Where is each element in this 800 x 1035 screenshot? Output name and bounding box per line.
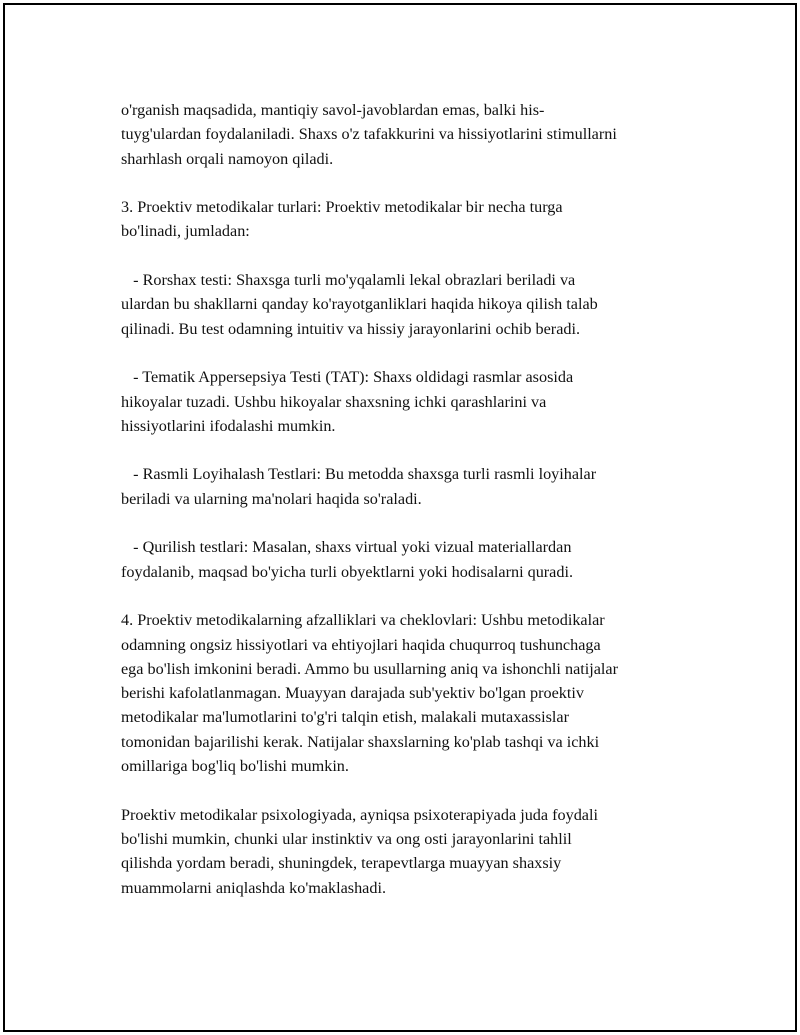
text-line: tomonidan bajarilishi kerak. Natijalar shaxslarning ko'plab tashqi va ichki — [121, 732, 600, 751]
text-line: hissiyotlarini ifodalashi mumkin. — [121, 416, 336, 435]
text-line: qilinadi. Bu test odamning intuitiv va hissiy jarayonlarini ochib beradi. — [121, 319, 581, 338]
text-line: sharhlash orqali namoyon qiladi. — [121, 149, 334, 168]
text-line: - Rasmli Loyihalash Testlari: Bu metodda shaxsga turli rasmli loyihalar — [121, 465, 597, 484]
page-frame — [3, 3, 797, 1032]
text-line: - Qurilish testlari: Masalan, shaxs virtual yoki vizual materiallardan — [121, 538, 572, 557]
text-line: o'rganish maqsadida, mantiqiy savol-javoblardan emas, balki his- — [121, 101, 545, 119]
list-item-qurilish — [121, 535, 681, 584]
text-line: ega bo'lish imkonini beradi. Ammo bu usullarning aniq va ishonchli natijalar — [121, 659, 618, 678]
list-item-tat — [121, 365, 681, 438]
text-line: metodikalar ma'lumotlarini to'g'ri talqin etish, malakali mutaxassislar — [121, 708, 569, 727]
text-line: 4. Proektiv metodikalarning afzalliklari va cheklovlari: Ushbu metodikalar — [121, 611, 605, 630]
text-line: bo'lishi mumkin, chunki ular instinktiv va ong osti jarayonlarini tahlil — [121, 829, 572, 848]
text-line: - Rorshax testi: Shaxsga turli mo'yqalamli lekal obrazlari beriladi va — [121, 271, 576, 290]
text-line: omillariga bog'liq bo'lishi mumkin. — [121, 757, 349, 776]
list-item-rorshax — [121, 268, 681, 341]
paragraph-gap — [121, 584, 681, 608]
text-line: 3. Proektiv metodikalar turlari: Proektiv metodikalar bir necha turga — [121, 198, 563, 217]
paragraph-conclusion — [121, 803, 681, 900]
text-line: beriladi va ularning ma'nolari haqida so'raladi. — [121, 489, 422, 508]
document-body — [121, 98, 681, 900]
text-line: bo'linadi, jumladan: — [121, 222, 250, 241]
paragraph-gap — [121, 511, 681, 535]
text-line: qilishda yordam beradi, shuningdek, terapevtlarga muayyan shaxsiy — [121, 854, 562, 873]
text-line: ulardan bu shakllarni qanday ko'rayotganliklari haqida hikoya qilish talab — [121, 295, 598, 314]
text-line: foydalanib, maqsad bo'yicha turli obyektlarni yoki hodisalarni quradi. — [121, 562, 574, 581]
text-line: - Tematik Appersepsiya Testi (TAT): Shaxs oldidagi rasmlar asosida — [121, 368, 574, 387]
text-line: Proektiv metodikalar psixologiyada, ayniqsa psixoterapiyada juda foydali — [121, 805, 598, 824]
paragraph-gap — [121, 171, 681, 195]
paragraph-gap — [121, 778, 681, 802]
text-line: berishi kafolatlanmagan. Muayyan darajada sub'yektiv bo'lgan proektiv — [121, 684, 584, 703]
text-line: tuyg'ulardan foydalaniladi. Shaxs o'z tafakkurini va hissiyotlarini stimullarni — [121, 125, 617, 144]
paragraph-section-4 — [121, 608, 681, 778]
list-item-rasmli — [121, 462, 681, 511]
text-line: muammolarni aniqlashda ko'maklashadi. — [121, 878, 386, 897]
text-line: odamning ongsiz hissiyotlari va ehtiyojlari haqida chuqurroq tushunchaga — [121, 635, 601, 654]
text-line: hikoyalar tuzadi. Ushbu hikoyalar shaxsning ichki qarashlarini va — [121, 392, 547, 411]
paragraph-gap — [121, 438, 681, 462]
paragraph-intro-continuation — [121, 98, 681, 171]
paragraph-gap — [121, 341, 681, 365]
paragraph-section-3-heading — [121, 195, 681, 244]
paragraph-gap — [121, 244, 681, 268]
